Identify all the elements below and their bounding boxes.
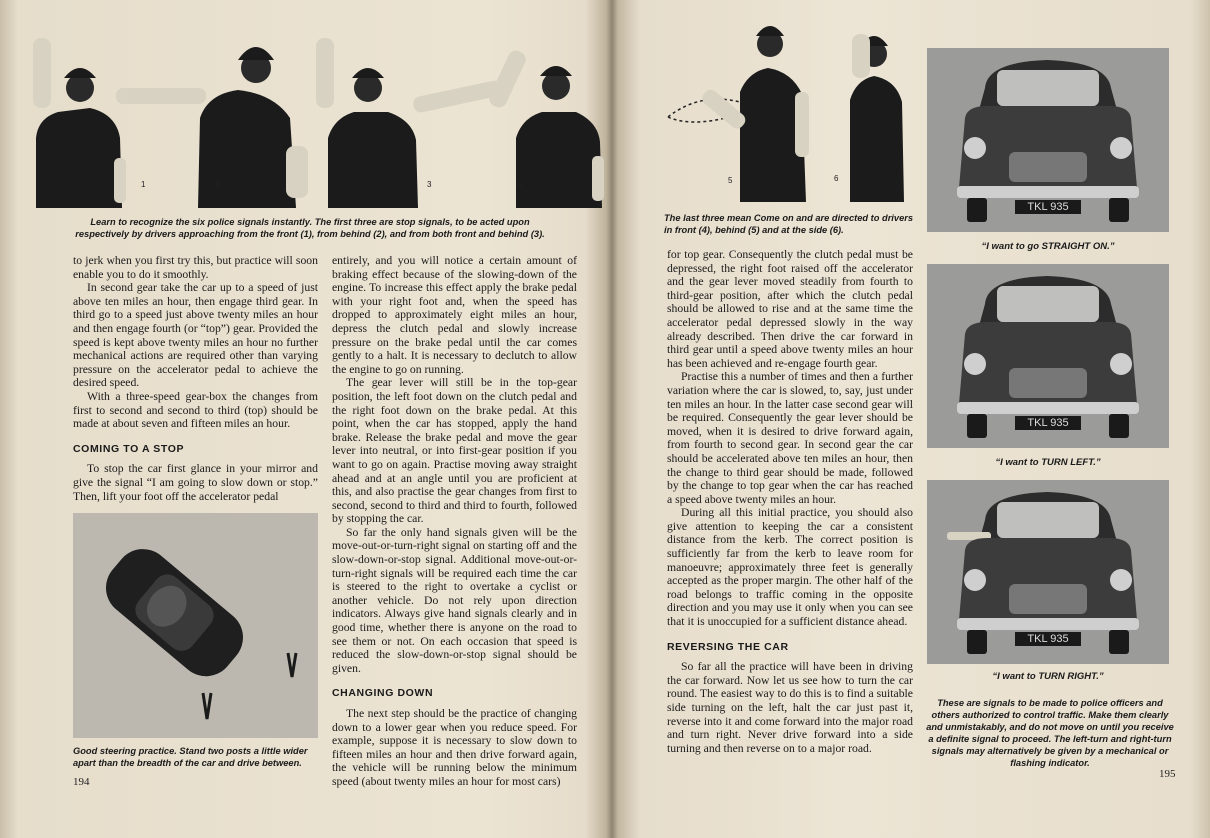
figure-number-6: 6: [834, 174, 839, 183]
car-caption-turn-left: “I want to TURN LEFT.”: [995, 457, 1101, 468]
figure-number-4: 4: [517, 180, 522, 189]
paragraph: So far all the practice will have been in driving the car forward. Now let us see how to turn the car round. The easiest way to do this is to find a suitable side turning on the left, halt the car just past it, reverse into it and come forward into the major road and turn right. Never drive forward into a side turning and then reverse on to a major road.: [667, 660, 913, 755]
paragraph: The next step should be the practice of changing down to a lower gear when you reduce speed. For example, suppose it is necessary to slow down to fifteen miles an hour and then drive forward again, the vehicle will be running below the minimum speed (about twenty miles an hour for most cars): [332, 707, 577, 788]
police-signals-caption: Learn to recognize the six police signals instantly. The first three are stop signals, to be acted upon respectively by drivers approaching from the front (1), from behind (2), and from both front and behind (3).: [75, 217, 545, 239]
paragraph: During all this initial practice, you should also give attention to keeping the car a consistent distance from the kerb. The correct position is sufficiently far from the kerb to leave room for manoeuvre; approximately three feet is generally accepted as the proper margin. The other half of the road belongs to traffic coming in the opposite direction and you may use it only when you can see that it is unoccupied for a sufficient distance ahead.: [667, 506, 913, 629]
steering-practice-photo: [73, 513, 318, 738]
car-photo-turn-left: [927, 264, 1169, 448]
police-signals-photo-left: [28, 28, 610, 210]
plate-text: TKL 935: [1027, 633, 1069, 645]
section-heading-reversing-the-car: REVERSING THE CAR: [667, 640, 789, 653]
paragraph: With a three-speed gear-box the changes from first to second and second to third (top) should be made at about seven and fifteen miles an hour.: [73, 389, 318, 431]
left-column-2: [332, 254, 577, 789]
right-column: [667, 248, 913, 755]
figure-number-5: 5: [728, 176, 733, 185]
figure-number-3: 3: [427, 180, 432, 189]
right-page: [606, 0, 1210, 838]
police-signals-photo-right: [660, 22, 908, 206]
left-column-1: [73, 254, 318, 503]
car-photo-turn-right: [927, 480, 1169, 664]
figure-number-1: 1: [141, 180, 146, 189]
page-number-left: 194: [73, 776, 90, 788]
police-figures-illustration-2: [660, 22, 908, 206]
figure-number-2: 2: [215, 180, 220, 189]
paragraph: So far the only hand signals given will be the move-out-or-turn-right signal on starting off and the slow-down-or-stop signal. Additional move-out-or-turn-right signals will be required each time the car is steered to the right to overtake a cyclist or another vehicle. Do not rely upon direction indicators. Always give hand signals clearly and in good time, whether there is anyone on the road to see them or not. On each occasion that speed is reduced the slow-down-or-stop signal should be given.: [332, 525, 577, 675]
plate-text: TKL 935: [1027, 201, 1069, 213]
paragraph: for top gear. Consequently the clutch pedal must be depressed, the right foot raised off the accelerator and the gear lever moved steadily from fourth to third-gear position, after which the clutch pedal should be allowed to rise and at the same time the accelerator pedal depressed slowly in the way already described. Then drive the car forward in third gear until a speed above twenty miles an hour has been achieved and re-engage fourth gear.: [667, 248, 913, 370]
paragraph: to jerk when you first try this, but practice will soon enable you to do it smoothly.: [73, 254, 318, 281]
section-heading-changing-down: CHANGING DOWN: [332, 687, 434, 700]
paragraph: In second gear take the car up to a speed of just above ten miles an hour, then engage third gear. In third go to a speed just above twenty miles an hour and then engage fourth (or “top”) gear. Provided the speed is kept above twenty miles an hour no further mechanical actions are required other than varying pressure on the accelerator pedal to achieve the desired speed.: [73, 281, 318, 390]
paragraph: The gear lever will still be in the top-gear position, the left foot down on the clutch pedal and the right foot down on the brake pedal. At this point, when the car has stopped, apply the hand brake. Release the brake pedal and move the gear lever into neutral, or into first-gear position if you want to go on again. Practise moving away straight ahead and at an angle until you are proficient at this, and also practise the gear changes from first to second, second to third and third to fourth, followed by stopping the car.: [332, 376, 577, 526]
car-caption-turn-right: “I want to TURN RIGHT.”: [992, 671, 1104, 682]
page-number-right: 195: [1159, 768, 1176, 780]
police-figures-illustration: [28, 28, 610, 210]
paragraph: Practise this a number of times and then a further variation where the car is slowed, to, say, just under ten miles an hour. In the latter case second gear will be required. Consequently the gear lever should be moved, when it is desired to drive forward again, from fourth to second gear. In second gear the car should be accelerated above ten miles an hour, then the change to third gear should be made, followed by the change to top gear when the car has reached a speed above twenty miles an hour.: [667, 370, 913, 506]
car-caption-straight-on: “I want to go STRAIGHT ON.”: [981, 241, 1115, 252]
police-signals-caption-2: The last three mean Come on and are directed to drivers in front (4), behind (5) and at the side (6).: [664, 213, 914, 235]
paragraph: entirely, and you will notice a certain amount of braking effect because of the slowing-down of the engine. To increase this effect apply the brake pedal with your right foot and, when the speed has dropped to approximately eight miles an hour, depress the clutch pedal and slowly increase pressure on the brake pedal until the car comes gently to a halt. It is necessary to declutch to allow the engine to go on running.: [332, 254, 577, 376]
car-between-posts-illustration: [73, 513, 318, 738]
signals-caption: These are signals to be made to police officers and others authorized to control traffic. Make them clearly and unmistakably, and do not move on until you receive a definite signal to proceed. The left-turn and right-turn signals may alternatively be given by a mechanical or flashing indicator.: [926, 698, 1174, 768]
section-heading-coming-to-a-stop: COMING TO A STOP: [73, 442, 185, 455]
steering-practice-caption: Good steering practice. Stand two posts a little wider apart than the breadth of the car and drive between.: [73, 746, 308, 768]
plate-text: TKL 935: [1027, 417, 1069, 429]
car-photo-straight-on: [927, 48, 1169, 232]
paragraph: To stop the car first glance in your mirror and give the signal “I am going to slow down or stop.” Then, lift your foot off the accelerator pedal: [73, 462, 318, 503]
